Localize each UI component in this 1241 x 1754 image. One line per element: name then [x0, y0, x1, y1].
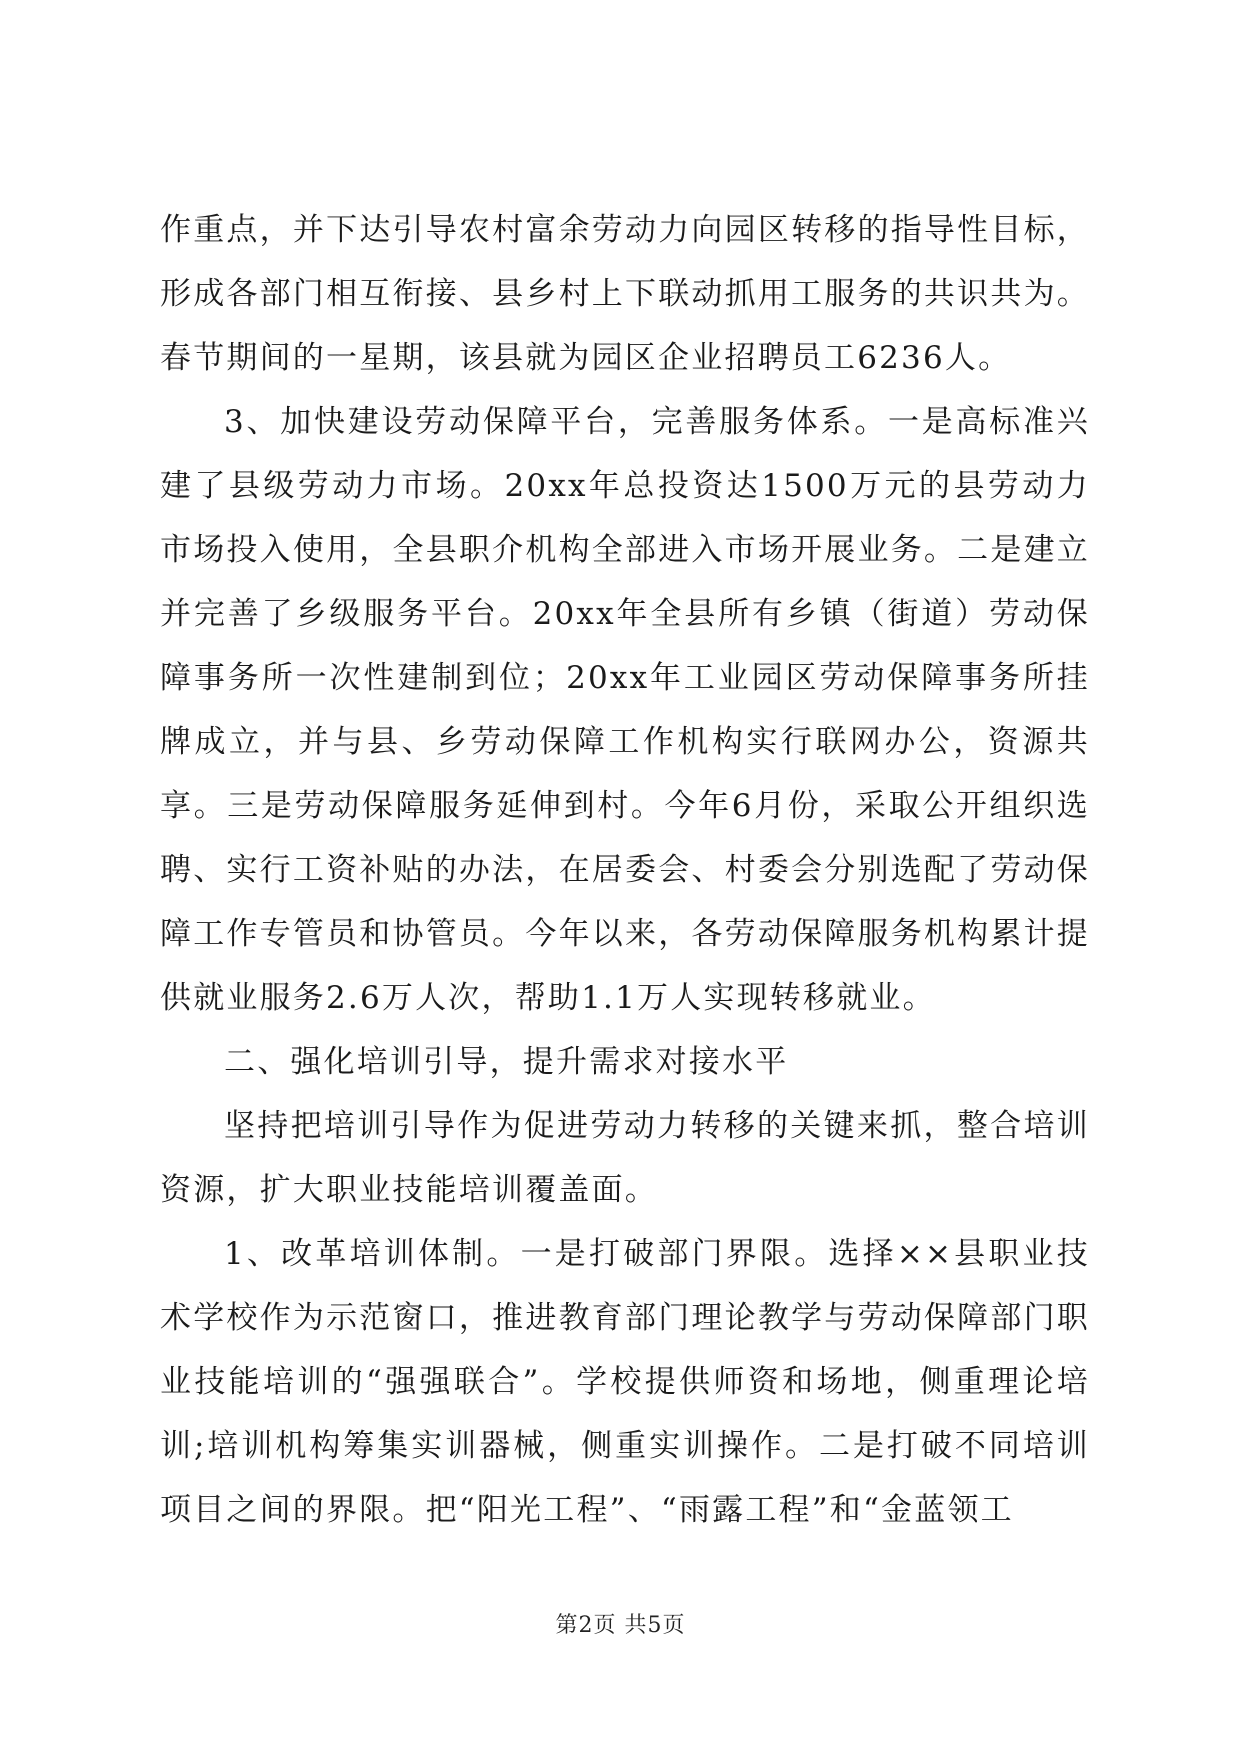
document-body [160, 198, 1090, 1542]
paragraph-3: 坚持把培训引导作为促进劳动力转移的关键来抓，整合培训资源，扩大职业技能培训覆盖面。 [160, 1108, 1090, 1208]
paragraph-2: 3、加快建设劳动保障平台，完善服务体系。一是高标准兴建了县级劳动力市场。20xx年总投资达1500万元的县劳动力市场投入使用，全县职介机构全部进入市场开展业务。二是建立并完善了乡级服务平台。20xx年全县所有乡镇（街道）劳动保障事务所一次性建制到位；20xx年工业园区劳动保障事务所挂牌成立，并与县、乡劳动保障工作机构实行联网办公，资源共享。三是劳动保障服务延伸到村。今年6月份，采取公开组织选聘、实行工资补贴的办法，在居委会、村委会分别选配了劳动保障工作专管员和协管员。今年以来，各劳动保障服务机构累计提供就业服务2.6万人次，帮助1.1万人实现转移就业。 [160, 404, 1090, 1016]
paragraph-4: 1、改革培训体制。一是打破部门界限。选择××县职业技术学校作为示范窗口，推进教育部门理论教学与劳动保障部门职业技能培训的“强强联合”。学校提供师资和场地，侧重理论培训;培训机构筹集实训器械，侧重实训操作。二是打破不同培训项目之间的界限。把“阳光工程”、“雨露工程”和“金蓝领工 [160, 1236, 1090, 1528]
section-heading: 二、强化培训引导，提升需求对接水平 [224, 1044, 789, 1080]
page-number-footer: 第2页 共5页 [555, 1613, 686, 1638]
paragraph-1: 作重点，并下达引导农村富余劳动力向园区转移的指导性目标，形成各部门相互衔接、县乡村上下联动抓用工服务的共识共为。春节期间的一星期，该县就为园区企业招聘员工6236人。 [160, 212, 1090, 376]
